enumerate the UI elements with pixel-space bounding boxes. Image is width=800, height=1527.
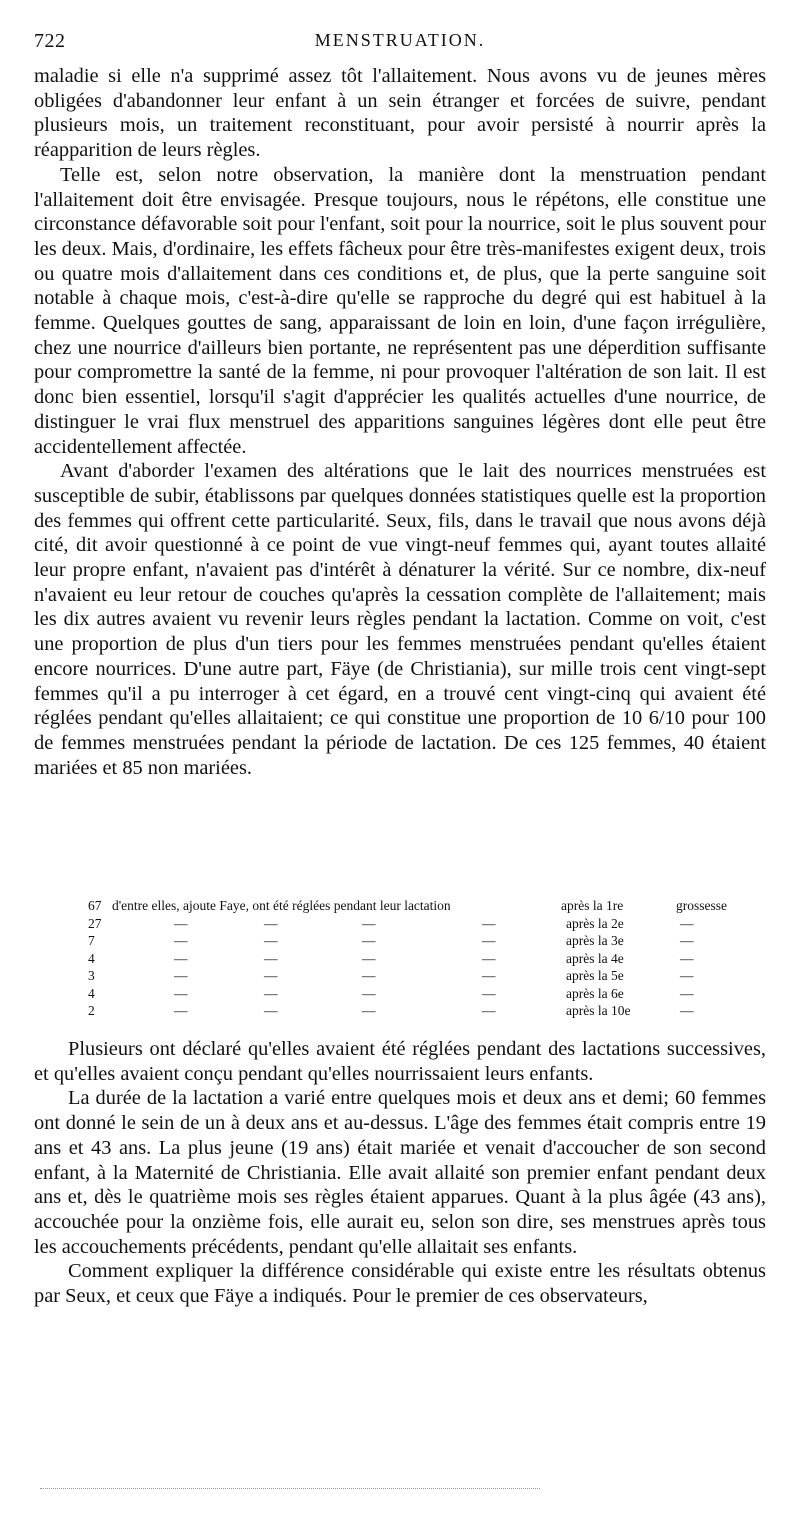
after-cell [566,915,624,933]
ditto-mark: — [482,1003,496,1018]
ditto-mark: — [174,933,188,948]
footer-rule [40,1488,540,1489]
table-row [88,1002,738,1020]
paragraph: Telle est, selon notre observation, la manière dont la menstruation pendant l'allaitement doit être envisagée. Presque toujours, nous le répétons, elle constitue une circonstance défavorable soit pour l'enfant, soit pour la nourrice, soit le plus souvent pour les deux. Mais, d'ordinaire, les effets fâcheux pour être très-manifestes exigent deux, trois ou quatre mois d'allaitement dans ces conditions et, de plus, que la perte sanguine soit notable à chaque mois, c'est-à-dire qu'elle se rapproche du degré qui est habituel à la femme. Quelques gouttes de sang, apparaissant de loin en loin, d'une façon irrégulière, chez une nourrice d'ailleurs bien portante, ne représentent pas une déperdition suffisante pour compromettre la santé de la femme, ni pour provoquer l'altération de son lait. Il est donc bien essentiel, lorsqu'il s'agit d'apprécier les qualités actuelles d'une nourrice, de distinguer le vrai flux menstruel des apparitions sanguines légères dont elle peut être accidentellement affectée. [34,163,766,458]
count-cell: 7 [88,933,95,948]
statistics-table [88,897,738,1020]
suffix-cell: — [680,968,694,983]
after-label: après la [566,933,608,948]
ditto-mark: — [264,1003,278,1018]
ditto-mark: — [264,933,278,948]
ditto-mark: — [174,985,188,1001]
ditto-mark: — [174,968,188,983]
ditto-mark: — [264,915,278,931]
count-cell: 3 [88,968,95,983]
suffix-cell: — [680,950,694,966]
count-cell: 4 [88,985,95,1001]
ditto-mark: — [482,968,496,983]
ditto-mark: — [264,968,278,983]
after-cell [561,897,623,915]
body-text-top [34,64,766,780]
table-row [88,967,738,985]
after-cell [566,950,624,968]
running-title: MENSTRUATION. [314,30,486,50]
ditto-mark: — [482,915,496,931]
after-cell [566,932,624,950]
suffix-cell: — [680,985,694,1001]
ditto-mark: — [362,968,376,983]
after-label: après la [566,968,608,983]
after-cell [566,967,624,985]
after-label: après la [566,915,608,931]
count-cell: 4 [88,950,95,966]
ordinal: 2e [610,915,624,931]
page-header [34,30,766,56]
ditto-mark: — [362,985,376,1001]
suffix-cell: — [680,915,694,931]
count-cell: 67 [88,898,102,913]
ditto-mark: — [174,915,188,931]
paragraph: Comment expliquer la différence considérable qui existe entre les résultats obtenus par Seux, et ceux que Fäye a indiqués. Pour le premier de ces observateurs, [34,1260,766,1308]
page-number: 722 [34,30,66,52]
suffix-cell: — [680,933,694,948]
count-cell: 2 [88,1003,95,1018]
ditto-mark: — [482,985,496,1001]
ordinal: 6e [610,985,624,1001]
ditto-mark: — [362,950,376,966]
ordinal: 3e [610,933,624,948]
paragraph-continuation: maladie si elle n'a supprimé assez tôt l'allaitement. Nous avons vu de jeunes mères obligées d'abandonner leur enfant à un sein étranger et forcées de suivre, pendant plusieurs mois, un traitement reconstituant, pour avoir persisté à nourrir après la réapparition de leurs règles. [34,65,766,162]
ordinal: 5e [610,968,624,983]
ditto-mark: — [174,1003,188,1018]
after-label: après la [566,985,608,1001]
paragraph: Avant d'aborder l'examen des altérations que le lait des nourrices menstruées est susceptible de subir, établissons par quelques données statistiques quelle est la proportion des femmes qui offrent cette particularité. Seux, fils, dans le travail que nous avons déjà cité, dit avoir questionné à ce point de vue vingt-neuf femmes qui, ayant toutes allaité leur propre enfant, n'avaient pas d'intérêt à dénaturer la vérité. Sur ce nombre, dix-neuf n'avaient eu leur retour de couches qu'après la cessation complète de l'allaitement; mais les dix autres avaient vu revenir leurs règles pendant la lactation. Comme on voit, c'est une proportion de plus d'un tiers pour les femmes menstruées pendant qu'elles étaient encore nourrices. D'une autre part, Fäye (de Christiania), sur mille trois cent vingt-sept femmes qu'il a pu interroger à cet égard, en a trouvé cent vingt-cinq qui avaient été réglées pendant qu'elles allaitaient; ce qui constitue une proportion de 10 6/10 pour 100 de femmes menstruées pendant la période de lactation. De ces 125 femmes, 40 étaient mariées et 85 non mariées. [34,460,766,779]
suffix-cell: — [680,1003,694,1018]
after-cell [566,985,624,1003]
ditto-mark: — [264,950,278,966]
after-label: après la [566,1003,608,1018]
ditto-mark: — [362,1003,376,1018]
ditto-mark: — [174,950,188,966]
paragraph: La durée de la lactation a varié entre quelques mois et deux ans et demi; 60 femmes ont donné le sein de un à deux ans et au-dessus. L'âge des femmes était compris entre 19 ans et 43 ans. La plus jeune (19 ans) était mariée et venait d'accoucher de son second enfant, à la Maternité de Christiania. Elle avait allaité son premier enfant pendant deux ans et, dès le quatrième mois ses règles étaient apparues. Quant à la plus âgée (43 ans), accouchée pour la onzième fois, elle aurait eu, selon son dire, ses menstrues après tous les accouchements précédents, pendant qu'elle allaitait ses enfants. [34,1087,766,1258]
count-cell: 27 [88,915,102,931]
table-row [88,897,738,915]
table-row [88,985,738,1003]
ordinal: 1re [605,898,624,913]
after-label: après la [566,950,608,966]
table-row [88,950,738,968]
after-cell [566,1002,630,1020]
paragraph: Plusieurs ont déclaré qu'elles avaient été réglées pendant des lactations successives, et qu'elles avaient conçu pendant qu'elles nourrissaient leurs enfants. [34,1038,766,1085]
table-row [88,915,738,933]
ditto-mark: — [482,950,496,966]
body-text-bottom [34,1037,766,1309]
ditto-mark: — [264,985,278,1001]
table-row [88,932,738,950]
suffix-cell: grossesse [676,898,727,913]
row-description: d'entre elles, ajoute Faye, ont été réglées pendant leur lactation [112,898,451,913]
ordinal: 10e [610,1003,631,1018]
ordinal: 4e [610,950,624,966]
after-label: après la [561,898,603,913]
ditto-mark: — [362,915,376,931]
ditto-mark: — [482,933,496,948]
ditto-mark: — [362,933,376,948]
